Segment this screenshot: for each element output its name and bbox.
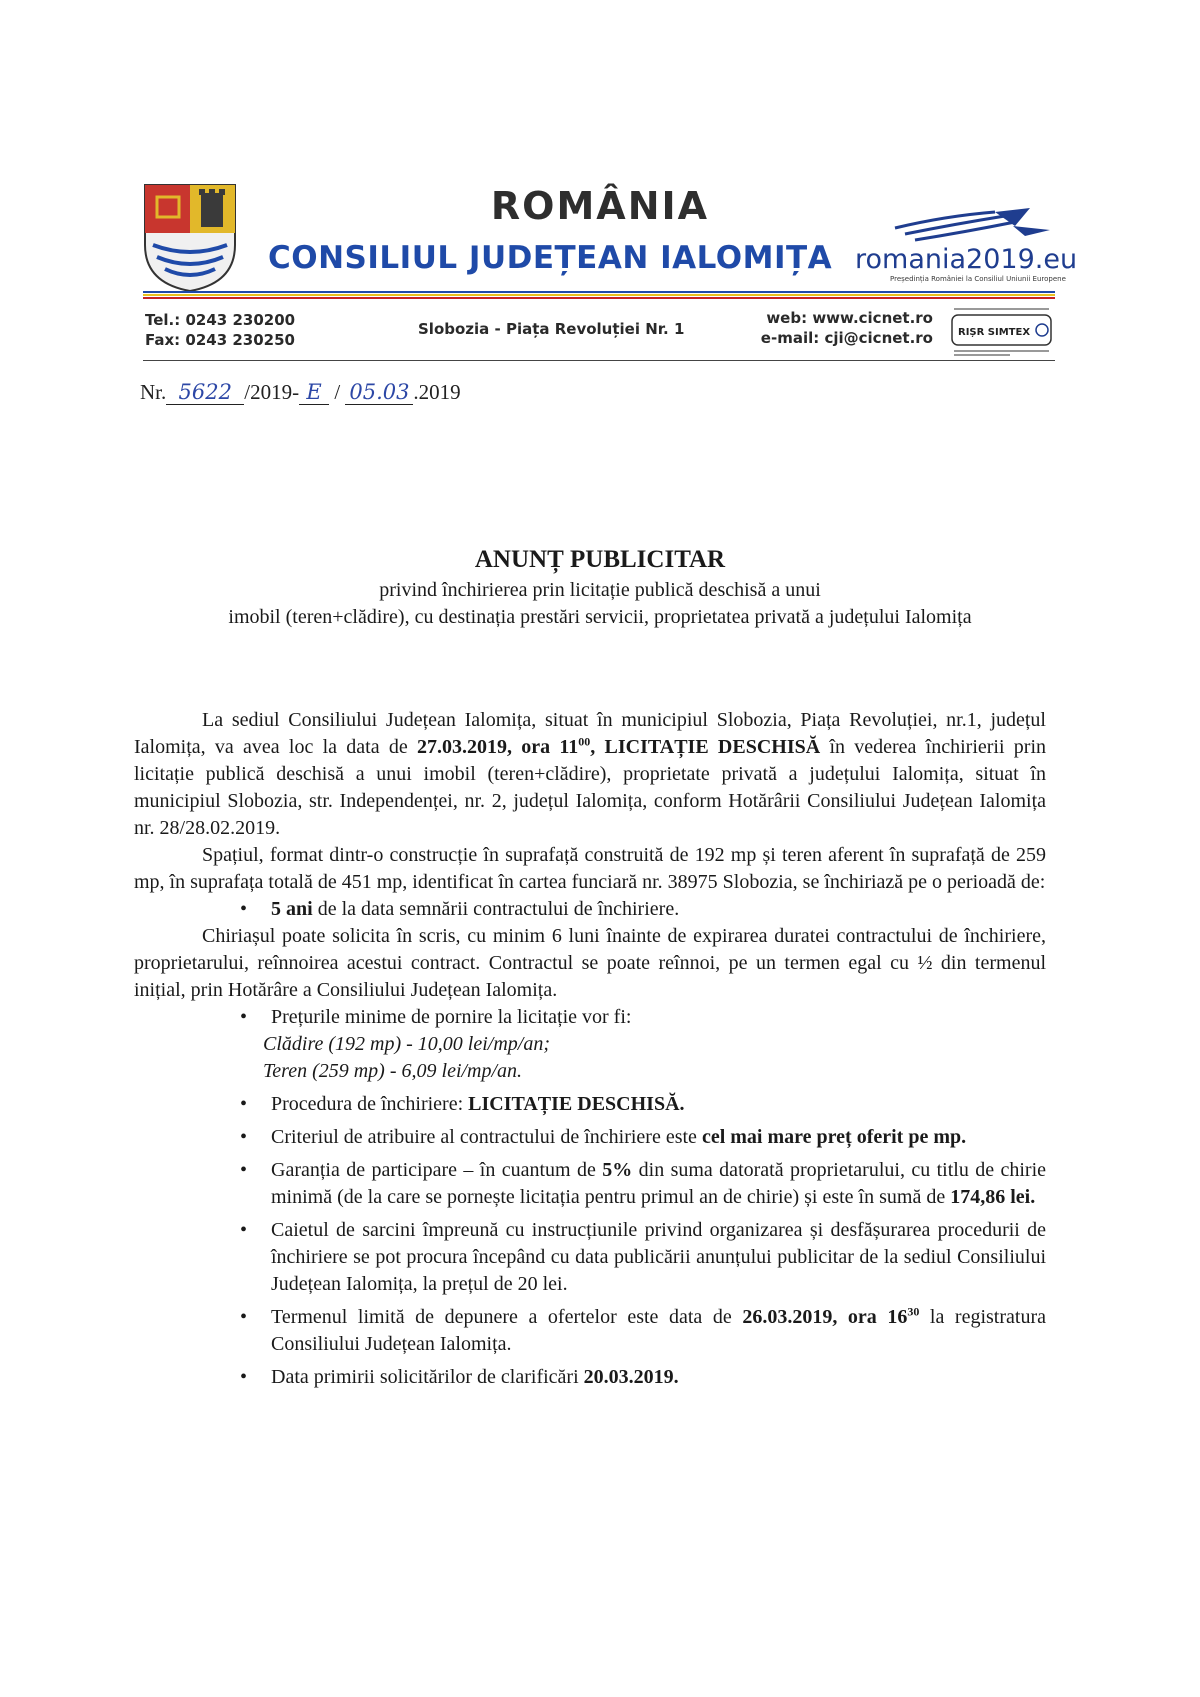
auction-intro-text: La sediul Consiliului Județean Ialomița, situat în municipiul Slobozia, Piața Revoluției, nr.1, județul Ialomița, va avea loc la data de	[134, 709, 1046, 758]
deadline-time-minutes: 30	[907, 1304, 920, 1319]
rental-period-item	[134, 896, 1046, 923]
letterhead-divider	[143, 360, 1055, 361]
email-label: e-mail:	[760, 329, 820, 347]
auction-time-minutes: 00	[578, 734, 591, 749]
procedure-type: LICITAȚIE DESCHISĂ.	[468, 1093, 685, 1115]
guarantee-label: Garanția de participare – în cuantum de	[271, 1159, 603, 1181]
clarifications-date: 20.03.2019.	[583, 1366, 679, 1388]
list-item-prices	[134, 1004, 1046, 1085]
website-link[interactable]: www.cicnet.ro	[812, 309, 933, 327]
fax-number: Fax: 0243 230250	[145, 331, 295, 349]
ref-date-handwritten: 05.03	[345, 380, 413, 405]
paragraph-property-description: Spațiul, format dintr-o construcție în suprafață construită de 192 mp și teren aferent în suprafață de 259 mp, în suprafața totală de 451 mp, identificat în cartea funciară nr. 38975 Slobozia, se închiriază pe o perioadă de:	[134, 844, 1046, 893]
paragraph-renewal: Chiriașul poate solicita în scris, cu minim 6 luni înainte de expirarea duratei contractului de închiriere, proprietarului, reînnoirea acestui contract. Contractul se poate reînnoi, pe un termen egal cu ½ din termenul inițial, prin Hotărâre a Consiliului Județean Ialomița.	[134, 925, 1046, 1001]
registration-number	[140, 380, 461, 405]
eu-presidency-caption: Președinția României la Consiliul Uniunii Europene	[890, 275, 1066, 283]
criterion-value: cel mai mare preț oferit pe mp.	[701, 1126, 967, 1148]
country-name: ROMÂNIA	[490, 184, 710, 228]
tricolor-band-blue	[143, 291, 1055, 293]
announcement-body	[134, 707, 1046, 1391]
list-item-specifications: • Caietul de sarcini împreună cu instrucțiunile privind organizarea și desfășurarea procedurii de închiriere se pot procura începând cu data publicării anunțului publicitar de la sediul Consiliului Județean Ialomița, la prețul de 20 lei.	[134, 1217, 1046, 1298]
phone-number: Tel.: 0243 230200	[145, 311, 296, 329]
document-title: ANUNȚ PUBLICITAR	[474, 546, 726, 573]
deadline-date: 26.03.2019, ora 16	[742, 1306, 908, 1328]
ref-slash: /	[334, 380, 341, 404]
phone-fax-block	[145, 310, 295, 350]
email-link[interactable]: cji@cicnet.ro	[824, 329, 933, 347]
list-item-procedure	[134, 1091, 1046, 1118]
criterion-label: Criteriul de atribuire al contractului de închiriere este	[271, 1126, 702, 1148]
ref-number-handwritten: 5622	[166, 380, 244, 405]
document-subtitle-line-1: privind închirierea prin licitație publică deschisă a unui	[379, 579, 821, 601]
auction-details-text: în vederea închirierii prin licitație publică deschisă a unui imobil (teren+clădire), proprietate privată a județului Ialomița, situat în municipiul Slobozia, str. Independenței, nr. 2, județul Ialomița, conform Hotărârii Consiliului Județean Ialomița nr. 28/28.02.2019.	[134, 736, 1047, 839]
guarantee-amount: 174,86 lei.	[950, 1186, 1036, 1208]
guarantee-percent: 5%	[602, 1159, 633, 1181]
postal-address: Slobozia - Piața Revoluției Nr. 1	[418, 320, 685, 338]
auction-type: , LICITAȚIE DESCHISĂ	[590, 736, 821, 758]
procedure-label: Procedura de închiriere:	[271, 1093, 469, 1115]
rental-period-text: de la data semnării contractului de închiriere.	[312, 898, 680, 920]
rental-period-duration: 5 ani	[271, 898, 313, 920]
tricolor-band-yellow	[143, 294, 1055, 296]
conditions-list	[134, 1004, 1046, 1391]
document-subtitle-line-2: imobil (teren+clădire), cu destinația prestări servicii, proprietatea privată a județului Ialomița	[228, 606, 972, 628]
rental-period-list	[134, 896, 1046, 923]
deadline-place: la registratura Consiliului Județean Ialomița.	[271, 1306, 1046, 1355]
list-item-deadline	[134, 1304, 1046, 1358]
auction-date: 27.03.2019, ora 11	[417, 736, 579, 758]
web-email-block	[755, 308, 933, 348]
web-label: web:	[766, 309, 808, 327]
paragraph-auction-notice	[134, 707, 1046, 842]
eu-presidency-site: romania2019.eu	[855, 244, 1078, 275]
prices-intro: • Prețurile minime de pornire la licitație vor fi:	[271, 1006, 632, 1028]
deadline-label: Termenul limită de depunere a ofertelor este data de	[271, 1306, 743, 1328]
list-item-guarantee	[134, 1157, 1046, 1211]
certification-label: RIȘR SIMTEX	[958, 327, 1031, 338]
institution-name: CONSILIUL JUDEȚEAN IALOMIȚA	[268, 240, 833, 276]
price-land: Teren (259 mp) - 6,09 lei/mp/an.	[263, 1060, 523, 1082]
ref-prefix: Nr.	[140, 380, 167, 404]
iso-certification-badge	[950, 307, 1053, 357]
ref-year-end: .2019	[413, 380, 461, 404]
price-building: Clădire (192 mp) - 10,00 lei/mp/an;	[263, 1033, 551, 1055]
guarantee-text: din suma datorată proprietarului, cu titlu de chirie minimă (de la care se pornește licitația pentru primul an de chirie) și este în sumă de	[271, 1159, 1046, 1208]
list-item-criterion	[134, 1124, 1046, 1151]
list-item-clarifications	[134, 1364, 1046, 1391]
ref-compartment-handwritten: E	[299, 380, 329, 405]
ref-year: /2019-	[244, 380, 300, 404]
clarifications-label: Data primirii solicitărilor de clarificări	[271, 1366, 584, 1388]
tricolor-band-red	[143, 297, 1055, 299]
